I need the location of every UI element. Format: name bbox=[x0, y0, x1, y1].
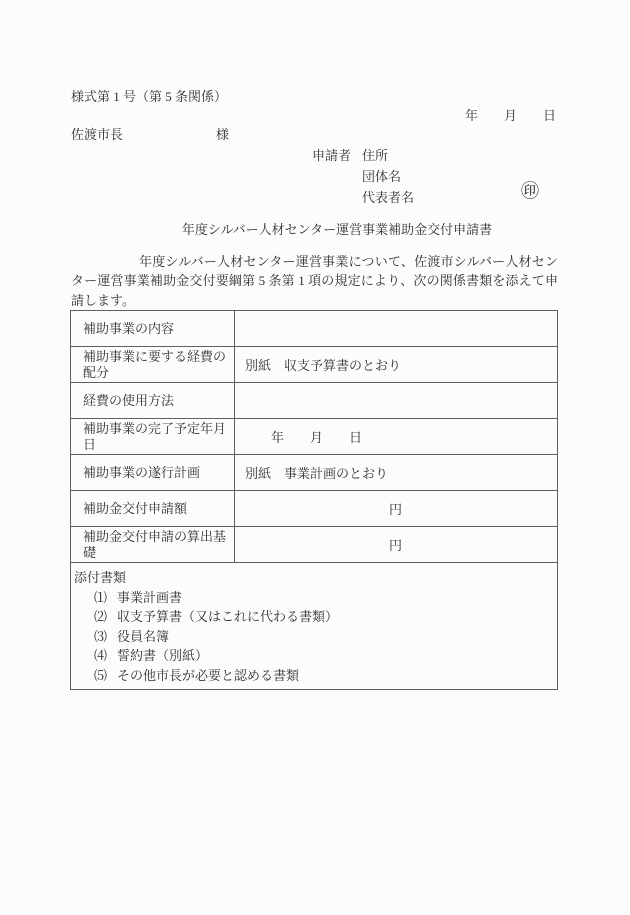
attachment-number: ⑸ bbox=[94, 667, 108, 683]
row-value: 円 bbox=[235, 491, 558, 527]
application-table bbox=[70, 310, 558, 690]
row-label: 経費の使用方法 bbox=[71, 383, 235, 419]
applicant-org-label: 団体名 bbox=[362, 169, 402, 184]
applicant-label: 申請者 bbox=[312, 148, 352, 163]
row-value bbox=[235, 383, 558, 419]
table-row bbox=[71, 455, 558, 491]
attachments-row bbox=[71, 563, 558, 690]
table-row bbox=[71, 311, 558, 347]
applicant-address-label: 住所 bbox=[362, 148, 389, 163]
attachment-item bbox=[74, 607, 549, 627]
attachment-number: ⑴ bbox=[94, 589, 108, 605]
attachment-text: その他市長が必要と認める書類 bbox=[117, 667, 300, 683]
attachment-number: ⑵ bbox=[94, 609, 108, 624]
attachment-item bbox=[74, 627, 549, 647]
body-paragraph: 年度シルバー人材センター運営事業について、佐渡市シルバー人材センター運営事業補助金交付要綱第 5 条第 1 項の規定により、次の関係書類を添えて申請します。 bbox=[71, 254, 558, 308]
attachment-text: 事業計画書 bbox=[117, 589, 183, 605]
attachments-heading: 添付書類 bbox=[74, 570, 127, 585]
attachments-cell bbox=[71, 563, 558, 690]
attachment-number: ⑷ bbox=[94, 648, 108, 663]
row-value bbox=[235, 311, 558, 347]
row-label: 補助事業の遂行計画 bbox=[71, 455, 235, 491]
addressee-honorific: 様 bbox=[216, 127, 230, 142]
row-label: 補助事業の完了予定年月日 bbox=[71, 419, 235, 455]
attachment-number: ⑶ bbox=[94, 628, 108, 644]
addressee-line bbox=[71, 124, 229, 143]
applicant-address-row bbox=[312, 145, 414, 166]
row-label: 補助金交付申請の算出基礎 bbox=[71, 527, 235, 563]
document-title: 年度シルバー人材センター運営事業補助金交付申請書 bbox=[181, 222, 493, 237]
attachment-text: 誓約書（別紙） bbox=[117, 648, 209, 663]
row-label: 補助金交付申請額 bbox=[71, 491, 235, 527]
table-row bbox=[71, 383, 558, 419]
attachment-item bbox=[74, 646, 549, 666]
row-label: 補助事業に要する経費の配分 bbox=[71, 347, 235, 383]
table-row bbox=[71, 491, 558, 527]
table-row bbox=[71, 347, 558, 383]
row-value: 年 月 日 bbox=[235, 419, 558, 455]
form-number: 様式第 1 号（第 5 条関係） bbox=[71, 89, 228, 104]
table-row bbox=[71, 419, 558, 455]
applicant-representative-row bbox=[312, 187, 414, 208]
attachment-text: 役員名簿 bbox=[117, 628, 170, 644]
seal-icon: ㊞ bbox=[521, 181, 539, 201]
row-value: 別紙 事業計画のとおり bbox=[235, 455, 558, 491]
addressee: 佐渡市長 bbox=[71, 127, 124, 142]
attachment-item bbox=[74, 588, 549, 608]
attachment-item bbox=[74, 666, 549, 686]
applicant-org-row bbox=[312, 166, 414, 187]
row-value: 円 bbox=[235, 527, 558, 563]
attachment-text: 収支予算書（又はこれに代わる書類） bbox=[117, 609, 339, 624]
table-row bbox=[71, 527, 558, 563]
row-value: 別紙 収支予算書のとおり bbox=[235, 347, 558, 383]
applicant-representative-label: 代表者名 bbox=[362, 190, 415, 205]
date-line: 年 月 日 bbox=[464, 108, 556, 123]
row-label: 補助事業の内容 bbox=[71, 311, 235, 347]
applicant-block bbox=[312, 145, 414, 208]
